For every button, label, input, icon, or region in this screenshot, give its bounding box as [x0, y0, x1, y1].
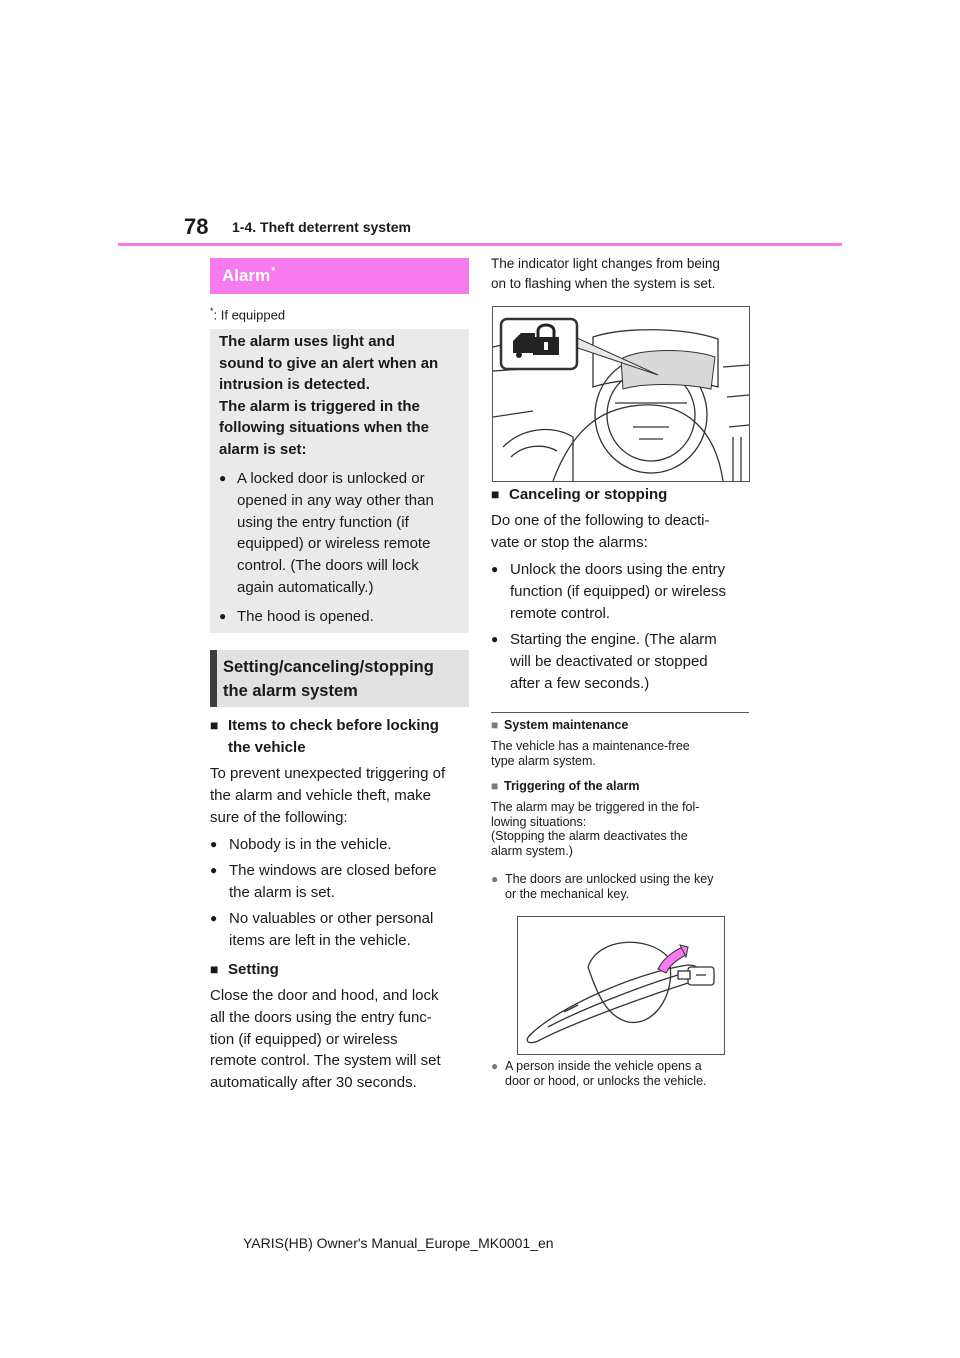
heading-line: Setting/canceling/stopping	[223, 658, 434, 676]
dashboard-illustration	[493, 307, 749, 481]
bullet-line: function (if equipped) or wireless	[510, 582, 726, 600]
bullet-line: ● No valuables or other personal	[229, 910, 434, 927]
door-handle-illustration	[518, 917, 724, 1054]
text-line: The vehicle has a maintenance-free	[491, 739, 690, 753]
bullet-line: ● The doors are unlocked using the key	[505, 872, 714, 886]
trigger-heading	[491, 779, 766, 793]
heading-line: ■ Canceling or stopping	[509, 486, 668, 503]
bullet-line: again automatically.)	[237, 578, 374, 596]
bullet-line: or the mechanical key.	[505, 887, 630, 901]
cancel-text	[491, 510, 753, 554]
setting-section-heading	[210, 650, 469, 707]
footer-text: YARIS(HB) Owner's Manual_Europe_MK0001_en	[243, 1235, 554, 1251]
items-check-text	[210, 763, 469, 828]
text-line: lowing situations:	[491, 814, 587, 829]
footnote-text: : If equipped	[213, 307, 286, 323]
check-bullet	[210, 860, 488, 904]
heading-line: the alarm system	[223, 682, 358, 700]
bullet-line: after a few seconds.)	[510, 674, 650, 692]
door-handle-figure	[517, 916, 725, 1055]
cancel-bullet	[491, 629, 772, 694]
bullet-line: ● A person inside the vehicle opens a	[505, 1059, 702, 1073]
trigger-bullet	[491, 1059, 767, 1089]
text-line: (Stopping the alarm deactivates the	[491, 829, 688, 843]
maintenance-text	[491, 739, 753, 768]
text-line: alarm system.)	[491, 843, 573, 858]
section-title: 1-4. Theft deterrent system	[232, 219, 411, 235]
footnote	[210, 306, 285, 322]
intro-text	[219, 331, 464, 461]
intro-line: The alarm is triggered in the	[219, 397, 420, 415]
notes-divider	[491, 712, 749, 713]
bullet-line: the alarm is set.	[229, 883, 335, 901]
text-line: Do one of the following to deacti-	[491, 512, 710, 529]
trigger-bullet	[491, 872, 767, 902]
text-line: sure of the following:	[210, 808, 348, 826]
heading-line: ■ Triggering of the alarm	[504, 779, 640, 793]
cancel-heading	[491, 484, 771, 506]
header-rule	[118, 243, 842, 246]
intro-line: sound to give an alert when an	[219, 354, 439, 372]
box-bullet	[219, 606, 482, 628]
text-line: vate or stop the alarms:	[491, 533, 648, 551]
text-line: tion (if equipped) or wireless	[210, 1030, 398, 1048]
heading-line: the vehicle	[228, 738, 306, 756]
text-line: remote control. The system will set	[210, 1052, 441, 1070]
bullet-line: ● Nobody is in the vehicle.	[229, 836, 392, 853]
key-icon	[678, 967, 714, 985]
bullet-line: items are left in the vehicle.	[229, 931, 411, 949]
alarm-heading-text: Alarm	[222, 266, 271, 285]
bullet-line: control. (The doors will lock	[237, 557, 419, 575]
heading-line: ■ Items to check before locking	[228, 717, 439, 734]
setting-heading	[210, 959, 487, 981]
bullet-line: equipped) or wireless remote	[237, 535, 431, 553]
bullet-line: ● Unlock the doors using the entry	[510, 561, 726, 578]
bullet-line: opened in any way other than	[237, 491, 434, 509]
maintenance-heading	[491, 718, 766, 732]
alarm-heading	[210, 258, 469, 294]
text-line: automatically after 30 seconds.	[210, 1074, 417, 1092]
bullet-line: remote control.	[510, 604, 611, 622]
heading-line: ■ Setting	[228, 961, 279, 978]
bullet-line: ● The windows are closed before	[229, 862, 437, 879]
intro-line: following situations when the	[219, 419, 429, 437]
text-line: on to flashing when the system is set.	[491, 275, 716, 291]
bullet-line: will be deactivated or stopped	[510, 652, 708, 670]
page-number: 78	[184, 214, 209, 239]
text-line: all the doors using the entry func-	[210, 1008, 432, 1026]
items-check-heading	[210, 715, 487, 758]
footnote-mark: *	[210, 306, 214, 316]
intro-line: alarm is set:	[219, 440, 307, 458]
bullet-line: door or hood, or unlocks the vehicle.	[505, 1074, 707, 1088]
text-line: The alarm may be triggered in the fol-	[491, 800, 700, 814]
check-bullet	[210, 908, 488, 952]
bullet-line: ● The hood is opened.	[237, 608, 374, 625]
text-line: Close the door and hood, and lock	[210, 987, 439, 1004]
intro-line: The alarm uses light and	[219, 333, 395, 350]
text-line: To prevent unexpected triggering of	[210, 765, 446, 782]
text-line: the alarm and vehicle theft, make	[210, 786, 431, 804]
bullet-line: using the entry function (if	[237, 513, 409, 531]
text-line: type alarm system.	[491, 753, 596, 768]
bullet-line: ● Starting the engine. (The alarm	[510, 631, 717, 648]
dashboard-figure	[492, 306, 750, 482]
text-line: The indicator light changes from being	[491, 256, 720, 271]
cancel-bullet	[491, 559, 772, 624]
setting-text	[210, 985, 469, 1094]
indicator-text	[491, 254, 753, 293]
asterisk: *	[271, 266, 276, 278]
check-bullet	[210, 834, 488, 856]
box-bullet	[219, 468, 482, 599]
intro-line: intrusion is detected.	[219, 376, 370, 394]
bullet-line: ● A locked door is unlocked or	[237, 470, 425, 487]
trigger-text	[491, 800, 753, 858]
heading-line: ■ System maintenance	[504, 718, 629, 732]
